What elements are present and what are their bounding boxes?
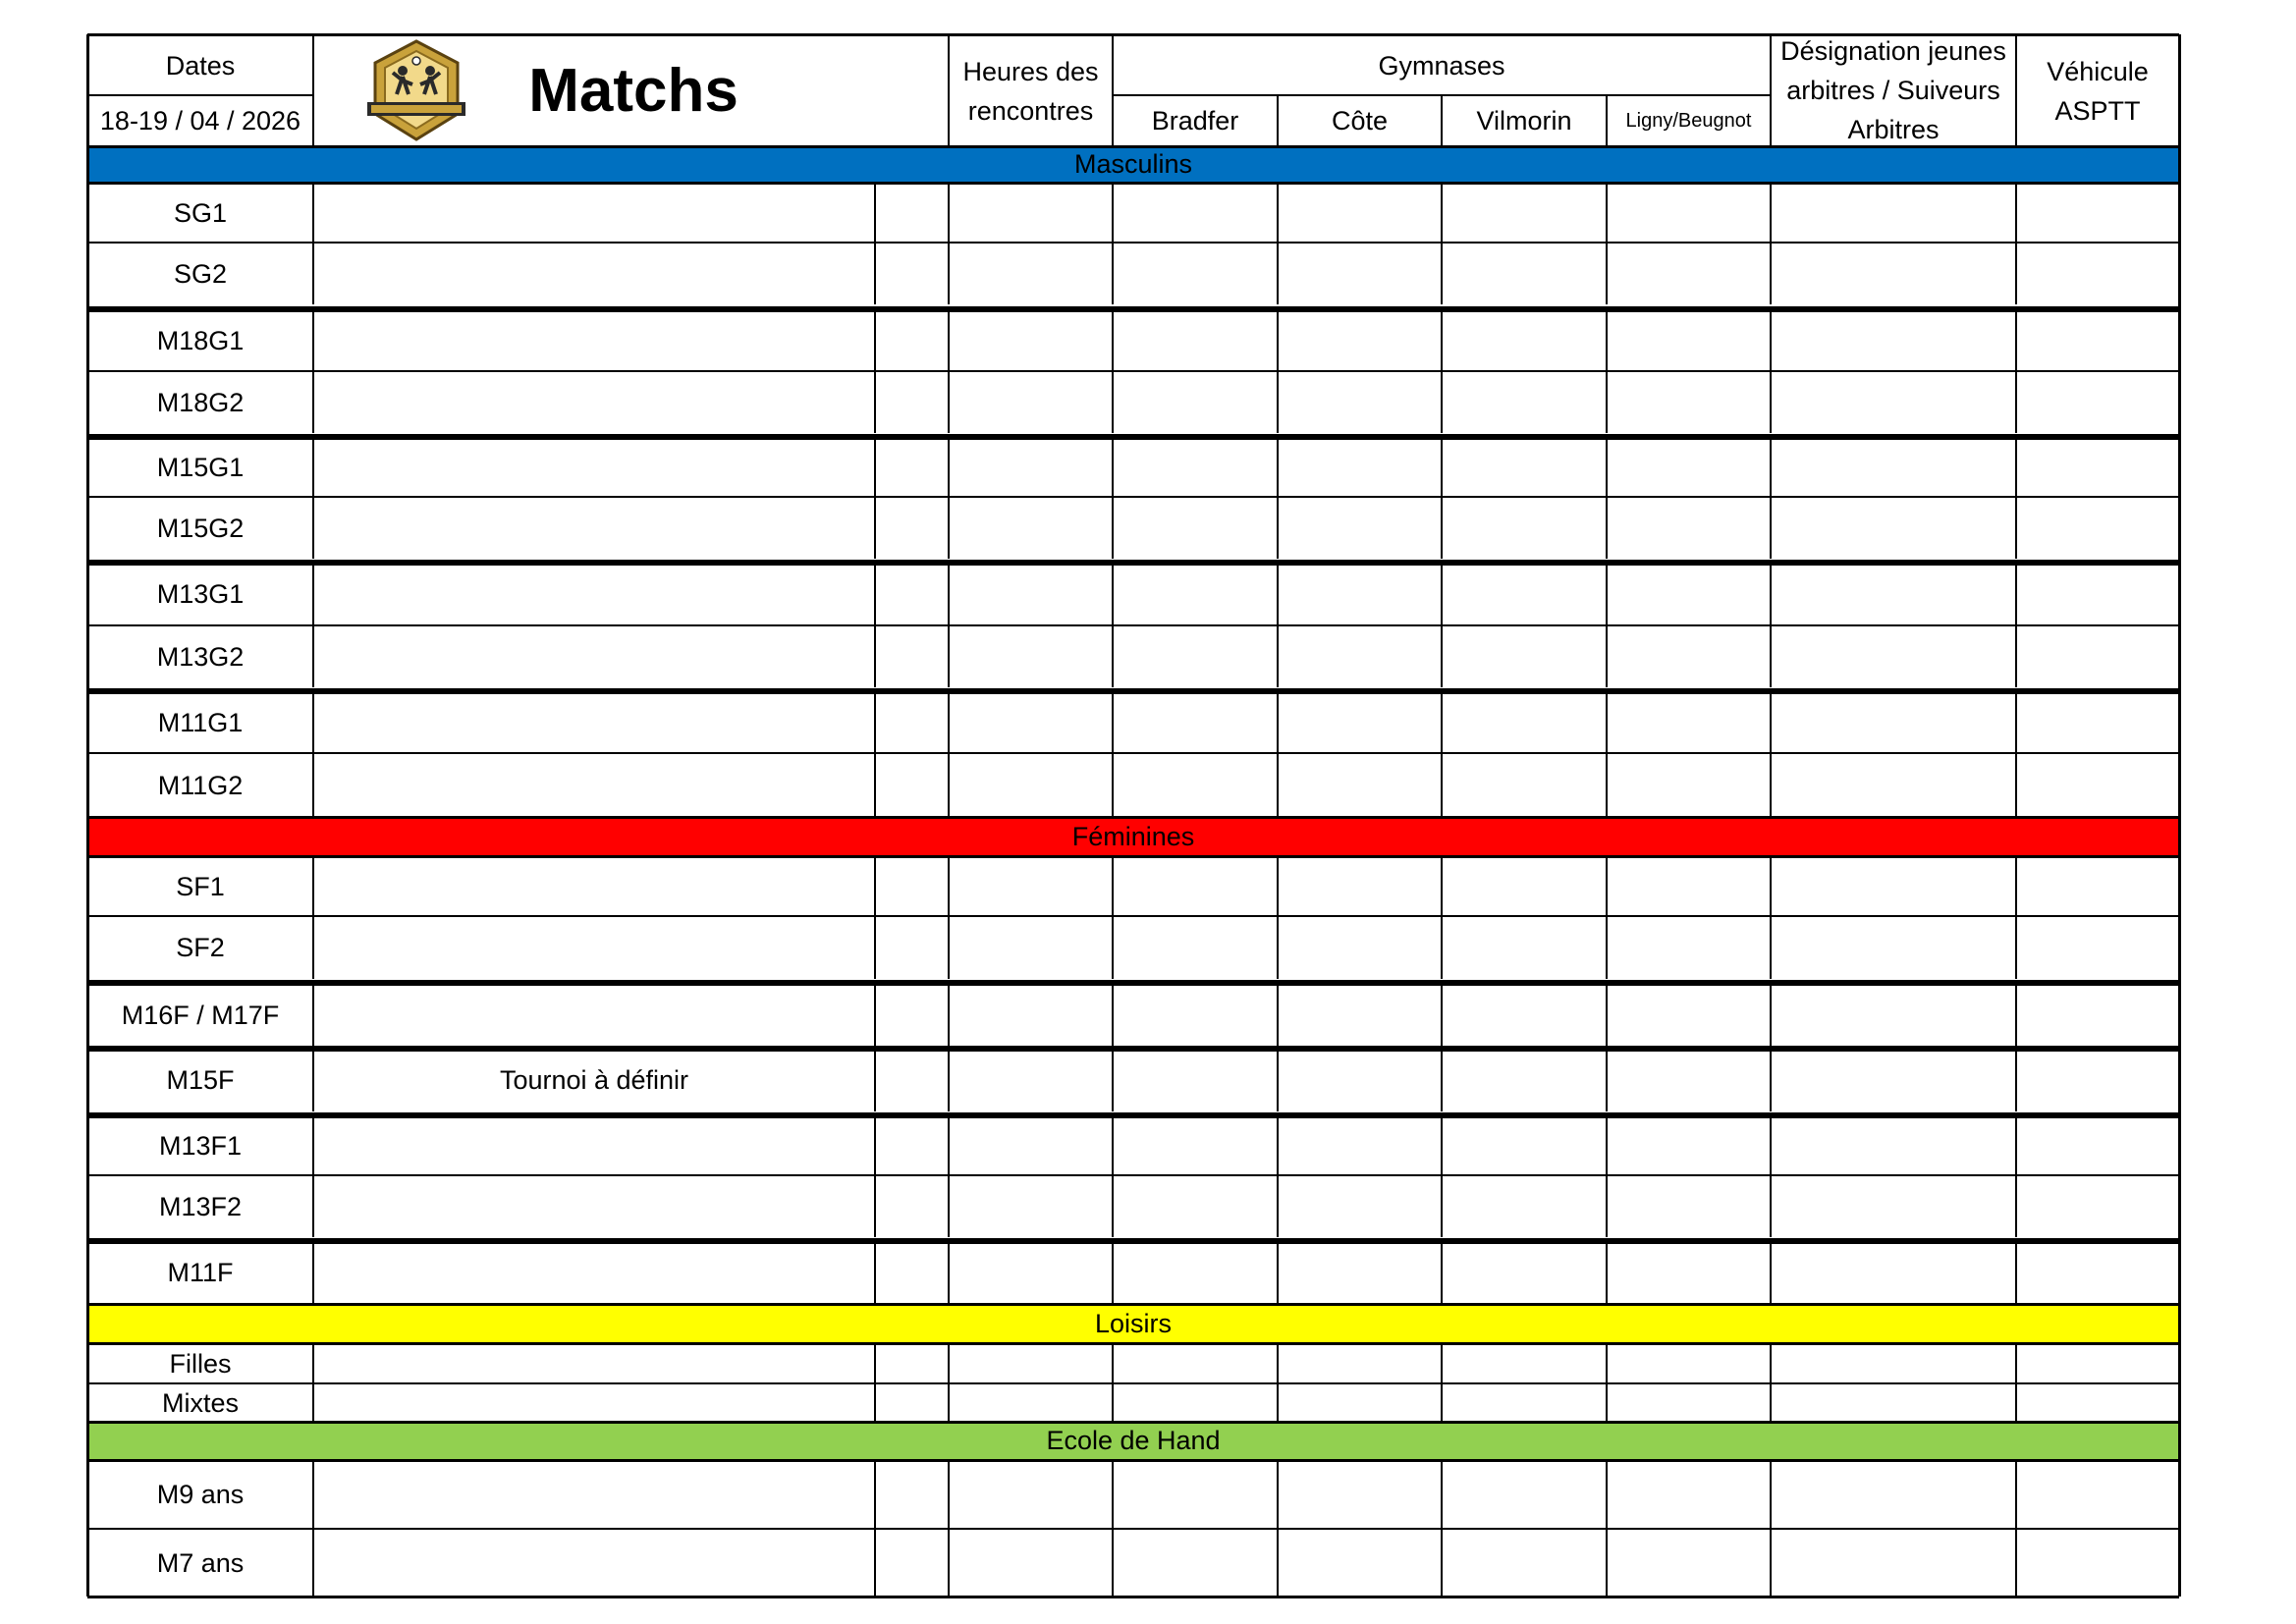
col-line (1441, 1115, 1443, 1237)
header-divider (87, 94, 313, 96)
col-line (874, 183, 876, 304)
section-band-3: Ecole de Hand (87, 1422, 2179, 1460)
col-line (2015, 1049, 2017, 1111)
header-col-line (948, 34, 950, 146)
col-line (312, 1241, 314, 1304)
col-line (1112, 1115, 1114, 1237)
col-line (1606, 563, 1608, 687)
col-line (948, 309, 950, 433)
col-line (948, 183, 950, 304)
team-label: M11G1 (157, 707, 244, 737)
dates-value: 18-19 / 04 / 2026 (99, 106, 301, 135)
section-band-2: Loisirs (87, 1304, 2179, 1343)
header-col-line (1441, 95, 1443, 146)
row-line (87, 752, 2179, 754)
group-separator (87, 1238, 2179, 1244)
col-line (1606, 983, 1608, 1047)
team-label: SF1 (176, 871, 225, 901)
section-band-1: Féminines (87, 817, 2179, 856)
col-line (1441, 437, 1443, 559)
col-line (1277, 856, 1279, 979)
team-label: M13F1 (158, 1130, 243, 1161)
col-line (948, 1115, 950, 1237)
col-line (2015, 1115, 2017, 1237)
group-separator (87, 1112, 2179, 1118)
col-line (2015, 183, 2017, 304)
col-line (312, 183, 314, 304)
team-label: M15G2 (156, 513, 245, 543)
header-col-line (1770, 34, 1772, 146)
team-label: M13F2 (158, 1191, 243, 1221)
group-separator (87, 306, 2179, 312)
col-line (1441, 1049, 1443, 1111)
row-line (87, 1382, 2179, 1384)
gym-bradfer: Bradfer (1151, 106, 1239, 135)
col-line (1277, 691, 1279, 817)
col-line (2015, 983, 2017, 1047)
designation-header: Désignation jeunes arbitres / Suiveurs Arbitres (1780, 35, 2006, 144)
team-label: Filles (169, 1348, 232, 1379)
col-line (2015, 1460, 2017, 1597)
group-separator (87, 1046, 2179, 1052)
col-line (1606, 1115, 1608, 1237)
col-line (1606, 437, 1608, 559)
header-col-line (1606, 95, 1608, 146)
col-line (874, 1115, 876, 1237)
header-col-line (1112, 34, 1114, 146)
col-line (874, 563, 876, 687)
band-border (87, 182, 2179, 185)
col-line (1770, 1049, 1772, 1111)
team-label: M15G1 (156, 452, 245, 482)
group-separator (87, 980, 2179, 986)
col-line (1441, 691, 1443, 817)
handball-club-crest-icon (363, 37, 469, 143)
col-line (1770, 691, 1772, 817)
team-label: M18G2 (156, 387, 245, 417)
col-line (312, 983, 314, 1047)
col-line (1277, 1241, 1279, 1304)
col-line (948, 563, 950, 687)
team-label: Mixtes (161, 1387, 239, 1418)
band-border (87, 1459, 2179, 1462)
col-line (1112, 691, 1114, 817)
col-line (874, 983, 876, 1047)
col-line (948, 1049, 950, 1111)
col-line (1606, 1049, 1608, 1111)
col-line (312, 1115, 314, 1237)
dates-label: Dates (165, 51, 236, 81)
col-line (1770, 1343, 1772, 1422)
col-line (1770, 437, 1772, 559)
col-line (1277, 437, 1279, 559)
band-border (87, 1421, 2179, 1424)
row-line (87, 1528, 2179, 1530)
col-line (874, 1343, 876, 1422)
row-line (87, 915, 2179, 917)
col-line (1112, 1049, 1114, 1111)
col-line (1606, 1241, 1608, 1304)
band-border (87, 816, 2179, 819)
gym-cote: Côte (1331, 106, 1389, 135)
row-line (87, 496, 2179, 498)
team-label: M9 ans (156, 1480, 245, 1509)
col-line (948, 983, 950, 1047)
team-label: M15F (166, 1065, 235, 1095)
col-line (2015, 1343, 2017, 1422)
col-line (1770, 563, 1772, 687)
col-line (2015, 309, 2017, 433)
col-line (1441, 1343, 1443, 1422)
col-line (1606, 1343, 1608, 1422)
col-line (874, 309, 876, 433)
col-line (1277, 1343, 1279, 1422)
col-line (874, 1049, 876, 1111)
col-line (874, 1460, 876, 1597)
col-line (1441, 983, 1443, 1047)
col-line (2015, 437, 2017, 559)
gym-vilmorin: Vilmorin (1476, 106, 1572, 135)
col-line (1277, 983, 1279, 1047)
col-line (948, 856, 950, 979)
header-col-line (2015, 34, 2017, 146)
col-line (1112, 309, 1114, 433)
col-line (1606, 691, 1608, 817)
col-line (1277, 1049, 1279, 1111)
team-label: M13G2 (156, 641, 245, 672)
col-line (1770, 309, 1772, 433)
col-line (1112, 563, 1114, 687)
col-line (1770, 1460, 1772, 1597)
col-line (874, 437, 876, 559)
col-line (312, 437, 314, 559)
heures-header: Heures des rencontres (962, 57, 1099, 126)
col-line (1770, 1115, 1772, 1237)
col-line (1277, 1115, 1279, 1237)
col-line (1277, 1460, 1279, 1597)
col-line (312, 1049, 314, 1111)
col-line (874, 856, 876, 979)
group-separator (87, 434, 2179, 440)
section-band-0: Masculins (87, 146, 2179, 183)
team-label: M11F (167, 1258, 234, 1287)
col-line (1606, 309, 1608, 433)
team-label: SF2 (176, 933, 225, 962)
col-line (1770, 183, 1772, 304)
col-line (948, 1460, 950, 1597)
band-border (87, 145, 2179, 148)
team-label: M11G2 (157, 770, 244, 800)
col-line (1441, 1241, 1443, 1304)
band-border (87, 1303, 2179, 1306)
row-line (87, 370, 2179, 372)
club-logo (363, 37, 469, 143)
col-line (1441, 183, 1443, 304)
col-line (948, 1241, 950, 1304)
team-label: M18G1 (156, 325, 245, 355)
col-line (312, 1343, 314, 1422)
row-line (87, 624, 2179, 626)
team-label: M13G1 (156, 579, 245, 609)
col-line (1770, 856, 1772, 979)
col-line (948, 437, 950, 559)
frame-bottom (87, 1596, 2179, 1598)
col-line (312, 856, 314, 979)
col-line (1606, 183, 1608, 304)
col-line (1441, 1460, 1443, 1597)
group-separator (87, 560, 2179, 566)
col-line (1112, 437, 1114, 559)
vehicule-header: Véhicule ASPTT (2047, 57, 2149, 126)
col-line (1112, 1460, 1114, 1597)
gym-ligny-beugnot: Ligny/Beugnot (1625, 110, 1752, 132)
team-label: SG2 (173, 258, 228, 289)
col-line (1770, 983, 1772, 1047)
col-line (1277, 309, 1279, 433)
col-line (1441, 856, 1443, 979)
col-line (312, 563, 314, 687)
col-line (1112, 1343, 1114, 1422)
col-line (1606, 1460, 1608, 1597)
group-separator (87, 688, 2179, 694)
header-col-line (1277, 95, 1279, 146)
team-label: M7 ans (156, 1547, 245, 1578)
col-line (874, 691, 876, 817)
col-line (1112, 183, 1114, 304)
band-border (87, 1342, 2179, 1345)
col-line (1277, 563, 1279, 687)
band-border (87, 855, 2179, 858)
col-line (2015, 563, 2017, 687)
header-col-line (312, 34, 314, 146)
col-line (312, 309, 314, 433)
col-line (1112, 1241, 1114, 1304)
col-line (948, 691, 950, 817)
team-label: M16F / M17F (121, 1000, 280, 1030)
col-line (312, 1460, 314, 1597)
frame-top (87, 33, 2179, 36)
row-line (87, 242, 2179, 244)
col-line (2015, 1241, 2017, 1304)
col-line (1112, 983, 1114, 1047)
gymnases-header: Gymnases (1378, 51, 1505, 81)
col-line (2015, 691, 2017, 817)
col-line (1606, 856, 1608, 979)
col-line (1112, 856, 1114, 979)
col-line (1441, 309, 1443, 433)
col-line (1770, 1241, 1772, 1304)
col-line (948, 1343, 950, 1422)
col-line (874, 1241, 876, 1304)
team-label: SG1 (173, 197, 228, 228)
col-line (1277, 183, 1279, 304)
col-line (1441, 563, 1443, 687)
page-title: Matchs (528, 57, 738, 125)
col-line (312, 691, 314, 817)
col-line (2015, 856, 2017, 979)
row-line (87, 1174, 2179, 1176)
match-note: Tournoi à définir (499, 1065, 689, 1095)
